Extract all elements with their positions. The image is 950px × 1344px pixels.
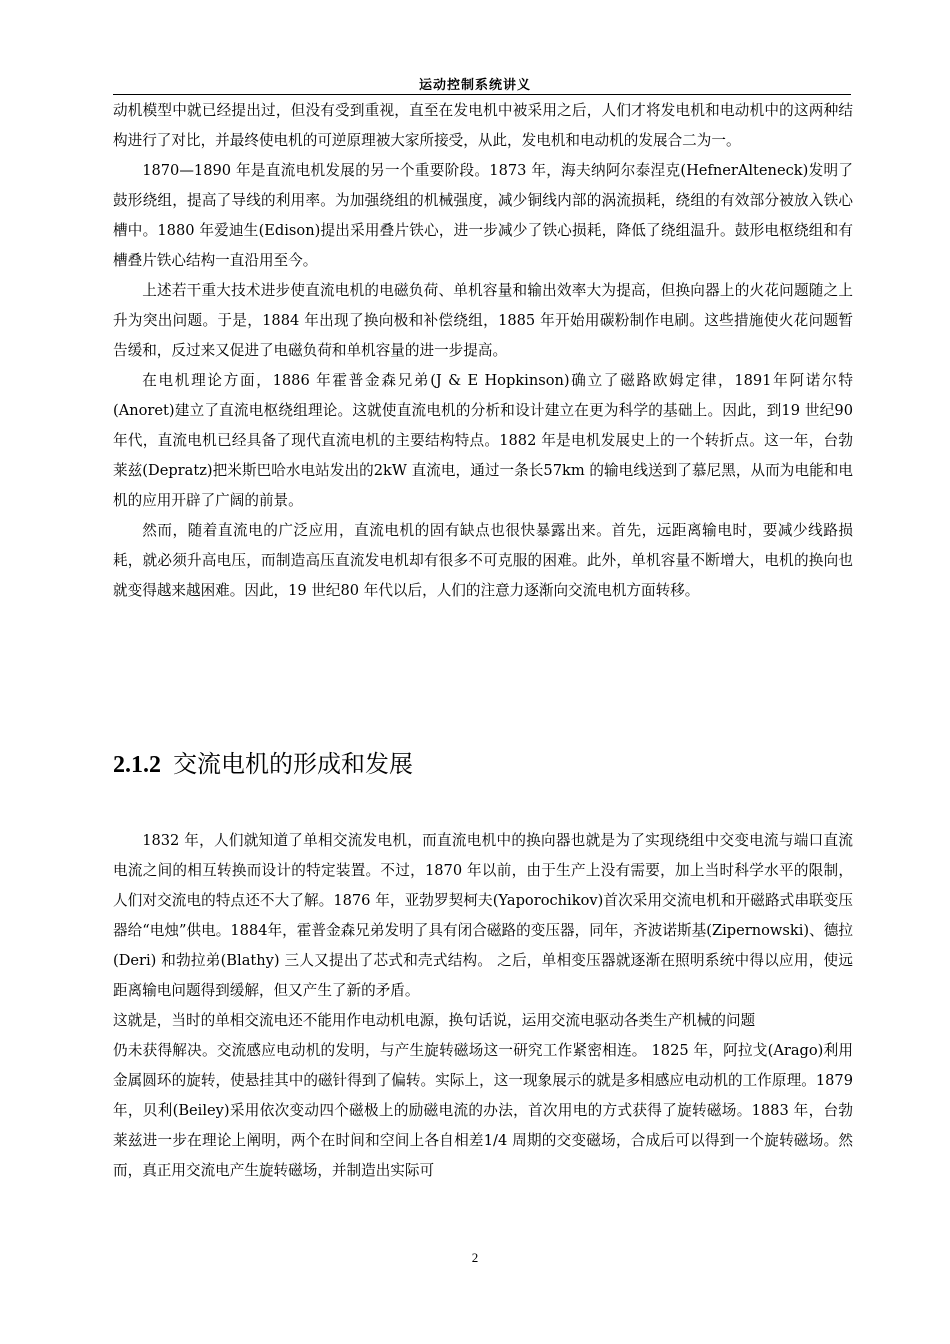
paragraph-commutation-sparks: 上述若干重大技术进步使直流电机的电磁负荷、单机容量和输出效率大为提高，但换向器上的火花问题随之上升为突出问题。于是，1884 年出现了换向极和补偿绕组，1885 年开始用碳粉制作电刷。这些措施使火花问题暂告缓和，反过来又促进了电磁负荷和单机容量的进一步提高。 bbox=[113, 282, 853, 359]
paragraph-ac-history: 1832 年，人们就知道了单相交流发电机，而直流电机中的换向器也就是为了实现绕组中交变电流与端口直流电流之间的相互转换而设计的特定装置。不过，1870 年以前，由于生产上没有需要，加上当时科学水平的限制，人们对交流电的特点还不大了解。1876 年，亚勃罗契柯夫(Yaporochikov)首次采用交流电机和开磁路式串联变压器给“电烛”供电。1884年，霍普金森兄弟发明了具有闭合磁路的变压器，同年，齐波诺斯基(Zipernowski)、德拉(Deri) 和勃拉弟(Blathy) 三人又提出了芯式和壳式结构。 之后，单相变压器就逐渐在照明系统中得以应用，使远距离输电问题得到缓解，但又产生了新的矛盾。 bbox=[113, 832, 853, 999]
paragraph-ac-problem: 这就是，当时的单相交流电还不能用作电动机电源，换句话说，运用交流电驱动各类生产机械的问题 bbox=[113, 1012, 756, 1029]
page-header-title: 运动控制系统讲义 bbox=[418, 78, 531, 93]
paragraph-dc-drum-winding: 1870—1890 年是直流电机发展的另一个重要阶段。1873 年，海夫纳阿尔泰涅克(HefnerAlteneck)发明了鼓形绕组，提高了导线的利用率。为加强绕组的机械强度，减少铜线内部的涡流损耗，绕组的有效部分被放入铁心槽中。1880 年爱迪生(Edison)提出采用叠片铁心，进一步减少了铁心损耗，降低了绕组温升。鼓形电枢绕组和有槽叠片铁心结构一直沿用至今。 bbox=[113, 162, 853, 269]
paragraph-continuation: 动机模型中就已经提出过，但没有受到重视，直至在发电机中被采用之后，人们才将发电机和电动机中的这两种结构进行了对比，并最终使电机的可逆原理被大家所接受，从此，发电机和电动机的发展合二为一。 bbox=[113, 102, 853, 149]
paragraph-rotating-field: 仍未获得解决。交流感应电动机的发明，与产生旋转磁场这一研究工作紧密相连。 1825 年，阿拉戈(Arago)利用金属圆环的旋转，使悬挂其中的磁针得到了偏转。实际上，这一现象展示的就是多相感应电动机的工作原理。1879 年，贝利(Beiley)采用依次变动四个磁极上的励磁电流的办法，首次用电的方式获得了旋转磁场。1883 年，台勃莱兹进一步在理论上阐明，两个在时间和空间上各自相差1/4 周期的交变磁场，合成后可以得到一个旋转磁场。然而，真正用交流电产生旋转磁场，并制造出实际可 bbox=[113, 1042, 853, 1179]
body-text-bottom bbox=[113, 826, 853, 1186]
header-rule bbox=[113, 94, 851, 95]
body-text-top bbox=[113, 96, 853, 606]
section-title: 交流电机的形成和发展 bbox=[173, 750, 413, 778]
paragraph-dc-limitations: 然而，随着直流电的广泛应用，直流电机的固有缺点也很快暴露出来。首先，远距离输电时，要减少线路损耗，就必须升高电压，而制造高压直流发电机却有很多不可克服的困难。此外，单机容量不断增大，电机的换向也就变得越来越困难。因此，19 世纪80 年代以后，人们的注意力逐渐向交流电机方面转移。 bbox=[113, 522, 853, 599]
section-heading bbox=[113, 744, 413, 785]
section-number: 2.1.2 bbox=[113, 752, 161, 778]
page-number: 2 bbox=[471, 1250, 479, 1265]
paragraph-motor-theory: 在电机理论方面，1886 年霍普金森兄弟(J & E Hopkinson)确立了磁路欧姆定律，1891年阿诺尔特(Anoret)建立了直流电枢绕组理论。这就使直流电机的分析和设计建立在更为科学的基础上。因此，到19 世纪90 年代，直流电机已经具备了现代直流电机的主要结构特点。1882 年是电机发展史上的一个转折点。这一年，台勃莱兹(Depratz)把米斯巴哈水电站发出的2kW 直流电，通过一条长57km 的输电线送到了慕尼黑，从而为电能和电机的应用开辟了广阔的前景。 bbox=[113, 372, 853, 509]
